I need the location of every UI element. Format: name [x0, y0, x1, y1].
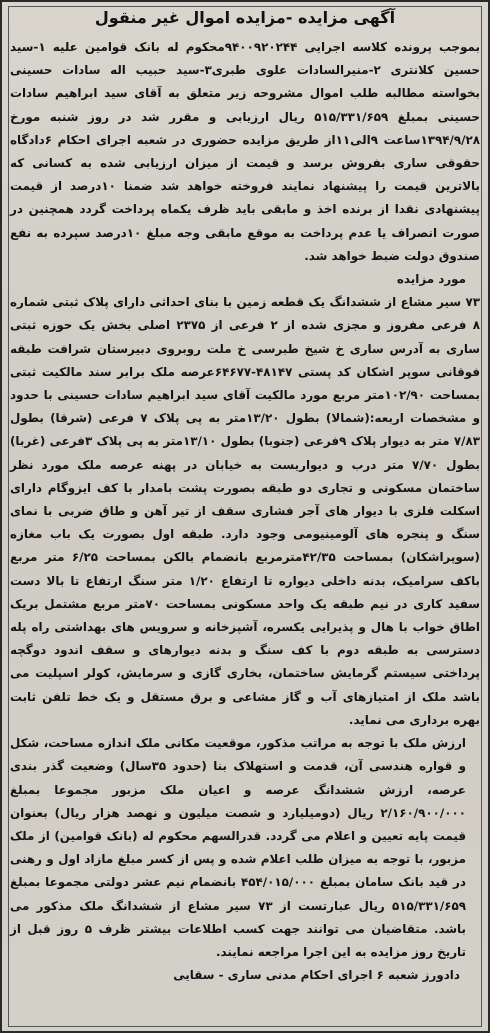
notice-paragraph-valuation: ارزش ملک با توجه به مراتب مذکور، موقعیت مکانی ملک اندازه مساحت، شکل و قواره هندسی آن، قدمت و استهلاک بنا (حدود ۳۵سال) وضعیت گذر بندی عرصه، ارزش ششدانگ عرصه و اعیان ملک مزبور مجموعا بمبلغ ۲/۱۶۰/۹۰۰/۰۰۰ ریال (دومیلیارد و شصت میلیون و نهصد هزار ریال) بعنوان قیمت پایه تعیین و اعلام می گردد. قدرالسهم محکوم له (بانک قوامین) از ملک مزبور، با توجه به میزان طلب اعلام شده و پس از کسر مبلغ مازاد اول و رهنی در قید بانک سامان بمبلغ ۴۵۴/۰۱۵/۰۰۰ بانضمام نیم عشر دولتی مجموعا بمبلغ ۵۱۵/۳۳۱/۶۵۹ ریال عبارتست از ۷۳ سیر مشاع از ششدانگ ملک مذکور می باشد. متقاضیان می توانند جهت کسب اطلاعات بیشتر ظرف ۵ روز قبل از تاریخ روز مزایده به این اجرا مراجعه نمایند. — [10, 736, 467, 959]
auction-subject-heading: مورد مزایده — [396, 272, 466, 287]
notice-title: آگهی مزایده -مزایده اموال غیر منقول — [94, 8, 396, 27]
notice-paragraph-property: ۷۳ سیر مشاع از ششدانگ یک قطعه زمین با بنای احداثی دارای پلاک ثبتی شماره ۸ فرعی مفروز و مجزی شده از ۲ فرعی از ۲۳۷۵ اصلی بخش یک حوزه ثبتی ساری به آدرس ساری خ شیخ طبرسی خ ملت روبروی دبیرستان شرافت طبقه فوقانی سوپر اشکان کد پستی ۴۸۱۴۷-۶۴۶۷۷عرصه ملک برابر سند مالکیت ثبتی بمساحت ۱۰۲/۹۰متر مربع مورد مالکیت آقای سید ابراهیم سادات حسینی با حدود و مشخصات اربعه:(شمالا) بطول ۱۳/۲۰متر به پی پلاک ۷ فرعی (شرقا) بطول ۷/۸۳ متر به دیوار پلاک ۹فرعی (جنوبا) بطول ۱۳/۱۰متر به پی پلاک ۳فرعی (غربا) بطول ۷/۷۰ متر درب و دیواریست به خیابان در پهنه عرصه ملک مورد نظر ساختمان مسکونی و تجاری دو طبقه بصورت پشت بامدار با کف ایزوگام دارای اسکلت فلزی با دیوار های آجر فشاری سقف از تیر آهن و طاق ضربی با نمای سنگ و پنجره های آلومینیومی وجود دارد. طبقه اول بصورت یک باب مغازه (سوپراشکان) بمساحت ۴۲/۳۵مترمربع بانضمام بالکن بمساحت ۶/۲۵ متر مربع باکف سرامیک، بدنه داخلی دیواره تا ارتفاع ۱/۲۰ متر سنگ ارتفاع تا بالا دست سفید کاری در نیم طبقه یک واحد مسکونی بمساحت ۷۰متر مربع مشتمل بریک اطاق خواب با هال و پذیرایی یکسره، آشپزخانه و سرویس های بهداشتی راه پله دسترسی به طبقه دوم با کف سنگ و بدنه دیوارهای و سقف اندود دوگچه پرداختی سیستم گرمایش ساختمان، بخاری گازی و سرمایش، کولر اسپلیت می باشد ملک از امتیازهای آب و گاز مشاعی و برق مستقل و یک خط تلفن ثابت بهره برداری می نماید. — [10, 295, 481, 727]
notice-body — [10, 36, 480, 1023]
notice-signature: دادورز شعبه ۶ اجرای احکام مدنی ساری - سقایی — [173, 968, 460, 983]
notice-paragraph-intro: بموجب پرونده کلاسه اجرایی ۹۴۰۰۹۲۰۲۴۴محکوم له بانک قوامین علیه ۱-سید حسین کلانتری ۲-منیرالسادات علوی طبری۳-سید حبیب اله سادات حسینی بخواسته مطالبه طلب اموال مشروحه زیر متعلق به آقای سید ابراهیم سادات حسینی بمبلغ ۵۱۵/۳۳۱/۶۵۹ ریال ارزیابی و مقرر شد در روز شنبه مورخ ۱۳۹۴/۹/۲۸ساعت ۹الی۱۱از طریق مزایده حضوری در شعبه اجرای احکام ۶دادگاه حقوقی ساری بفروش برسد و قیمت از میزان ارزیابی شده به کسانی که بالاترین قیمت را پیشنهاد نمایند فروخته خواهد شد ضمنا ۱۰درصد از قیمت پیشنهادی نقدا از برنده اخذ و مابقی باید ظرف یکماه پرداخت گردد همچنین در صورت انصراف یا عدم پرداخت به موقع مابقی وجه مبلغ ۱۰درصد سپرده به نفع صندوق دولت ضبط خواهد شد. — [10, 40, 481, 263]
